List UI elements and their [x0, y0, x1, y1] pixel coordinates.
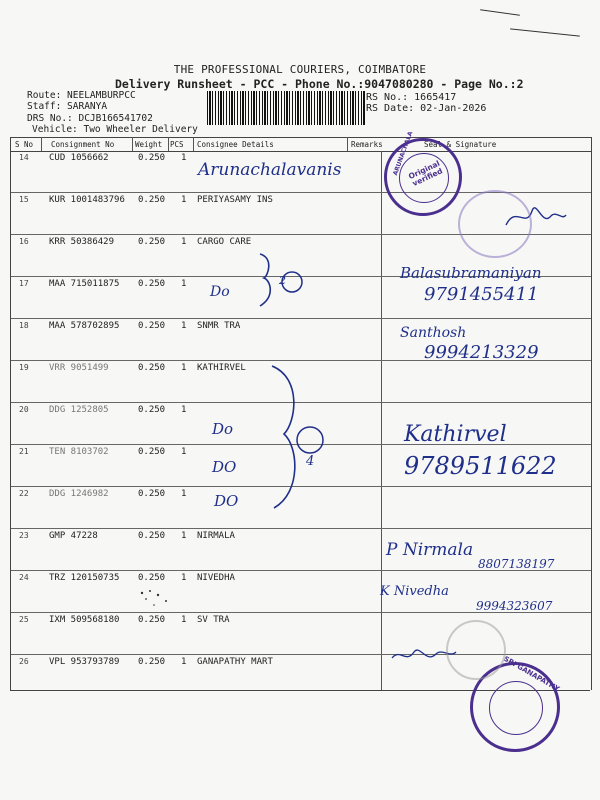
row-sno: 21 — [19, 447, 29, 456]
row-weight: 0.250 — [138, 573, 166, 583]
col-divider — [193, 137, 194, 151]
seal-ring-text: SRI GANAPATHY — [502, 654, 561, 694]
row-sno: 14 — [19, 153, 29, 162]
col-divider — [41, 137, 42, 151]
row-pcs: 1 — [181, 531, 187, 541]
handwritten-signature: Kathirvel — [404, 422, 507, 447]
row-sno: 20 — [19, 405, 29, 414]
vehicle-label: Vehicle: Two Wheeler Delivery — [32, 124, 198, 135]
row-weight: 0.250 — [138, 447, 166, 457]
row-consignee: SV TRA — [197, 615, 230, 625]
col-consignee: Consignee Details — [197, 140, 274, 149]
rs-date: RS Date: 02-Jan-2026 — [366, 103, 487, 114]
row-consignment: IXM 509568180 — [49, 615, 120, 625]
col-seal: Seal & Signature — [424, 140, 497, 149]
col-divider — [168, 137, 169, 151]
row-consignment: CUD 1056662 — [49, 153, 109, 163]
large-brace-mark — [262, 362, 332, 512]
handwritten-name: Arunachalavanis — [198, 160, 342, 180]
barcode — [207, 91, 365, 125]
row-pcs: 1 — [181, 195, 187, 205]
row-consignment: VPL 953793789 — [49, 657, 120, 667]
row-sno: 17 — [19, 279, 29, 288]
row-sno: 16 — [19, 237, 29, 246]
row-consignment: DDG 1252805 — [49, 405, 109, 415]
row-weight: 0.250 — [138, 531, 166, 541]
rs-number: RS No.: 1665417 — [366, 92, 457, 103]
row-pcs: 1 — [181, 447, 187, 457]
handwritten-phone: 8807138197 — [478, 557, 555, 571]
table-header — [11, 137, 591, 152]
stamp-text: Original verified — [406, 158, 444, 189]
row-weight: 0.250 — [138, 279, 166, 289]
row-pcs: 1 — [181, 321, 187, 331]
row-consignee: SNMR TRA — [197, 321, 241, 331]
row-consignment: DDG 1246982 — [49, 489, 109, 499]
row-pcs: 1 — [181, 489, 187, 499]
row-weight: 0.250 — [138, 615, 166, 625]
row-sno: 23 — [19, 531, 29, 540]
row-sno: 24 — [19, 573, 29, 582]
handwritten-count: 2 — [279, 274, 286, 287]
handwritten-ditto: Do — [210, 284, 230, 300]
row-pcs: 1 — [181, 573, 187, 583]
row-sno: 25 — [19, 615, 29, 624]
row-consignment: KRR 50386429 — [49, 237, 115, 247]
col-consignment: Consignment No — [51, 140, 115, 149]
handwritten-signature: P Nirmala — [386, 540, 474, 560]
row-weight: 0.250 — [138, 237, 166, 247]
faint-stamp — [446, 620, 506, 680]
row-consignment: GMP 47228 — [49, 531, 98, 541]
handwritten-signature: Santhosh — [400, 325, 467, 341]
col-remarks: Remarks — [351, 140, 383, 149]
row-consignee: NIRMALA — [197, 531, 235, 541]
handwritten-signature: K Nivedha — [380, 584, 449, 599]
row-pcs: 1 — [181, 153, 187, 163]
scan-mark — [480, 9, 520, 16]
row-consignee: PERIYASAMY INS — [197, 195, 273, 205]
handwritten-ditto: DO — [214, 492, 239, 510]
row-consignment: KUR 1001483796 — [49, 195, 125, 205]
row-consignee: CARGO CARE — [197, 237, 252, 247]
col-pcs: PCS — [170, 140, 184, 149]
company-title: THE PROFESSIONAL COURIERS, COIMBATORE — [173, 63, 427, 76]
row-weight: 0.250 — [138, 195, 166, 205]
handwritten-count: 4 — [306, 454, 315, 469]
handwritten-phone: 9791455411 — [424, 284, 539, 305]
handwritten-signature: Balasubramaniyan — [400, 264, 542, 282]
handwritten-phone: 9994323607 — [476, 599, 553, 613]
row-consignee: NIVEDHA — [197, 573, 235, 583]
runsheet-subtitle: Delivery Runsheet - PCC - Phone No.:9047080280 - Page No.:2 — [115, 77, 524, 91]
row-weight: 0.250 — [138, 363, 166, 373]
staff-label: Staff: SARANYA — [27, 101, 108, 112]
row-weight: 0.250 — [138, 657, 166, 667]
handwritten-phone: 9994213329 — [424, 342, 539, 363]
stamp-ring-text: ARUNACHALA — [391, 130, 415, 177]
col-divider — [132, 137, 133, 151]
row-sno: 18 — [19, 321, 29, 330]
faint-stamp — [458, 190, 532, 258]
row-consignment: VRR 9051499 — [49, 363, 109, 373]
row-consignee: GANAPATHY MART — [197, 657, 273, 667]
row-consignment: TRZ 120150735 — [49, 573, 120, 583]
row-sno: 26 — [19, 657, 29, 666]
row-consignee: KATHIRVEL — [197, 363, 246, 373]
row-sno: 19 — [19, 363, 29, 372]
row-pcs: 1 — [181, 615, 187, 625]
row-weight: 0.250 — [138, 321, 166, 331]
row-sno: 15 — [19, 195, 29, 204]
col-sno: S No — [15, 140, 34, 149]
row-consignment: MAA 715011875 — [49, 279, 120, 289]
col-divider — [347, 137, 348, 151]
scan-mark — [510, 28, 580, 36]
drs-label: DRS No.: DCJB166541702 — [27, 113, 153, 124]
row-weight: 0.250 — [138, 489, 166, 499]
row-pcs: 1 — [181, 405, 187, 415]
row-sno: 22 — [19, 489, 29, 498]
row-pcs: 1 — [181, 657, 187, 667]
handwritten-ditto: DO — [212, 458, 237, 476]
row-pcs: 1 — [181, 363, 187, 373]
row-weight: 0.250 — [138, 153, 166, 163]
smudge-mark — [132, 585, 182, 615]
row-pcs: 1 — [181, 237, 187, 247]
row-consignment: TEN 8103702 — [49, 447, 109, 457]
row-weight: 0.250 — [138, 405, 166, 415]
row-pcs: 1 — [181, 279, 187, 289]
handwritten-ditto: Do — [212, 420, 234, 438]
col-weight: Weight — [135, 140, 163, 149]
route-label: Route: NEELAMBURPCC — [27, 90, 136, 101]
row-consignment: MAA 578702895 — [49, 321, 120, 331]
handwritten-phone: 9789511622 — [404, 452, 557, 480]
